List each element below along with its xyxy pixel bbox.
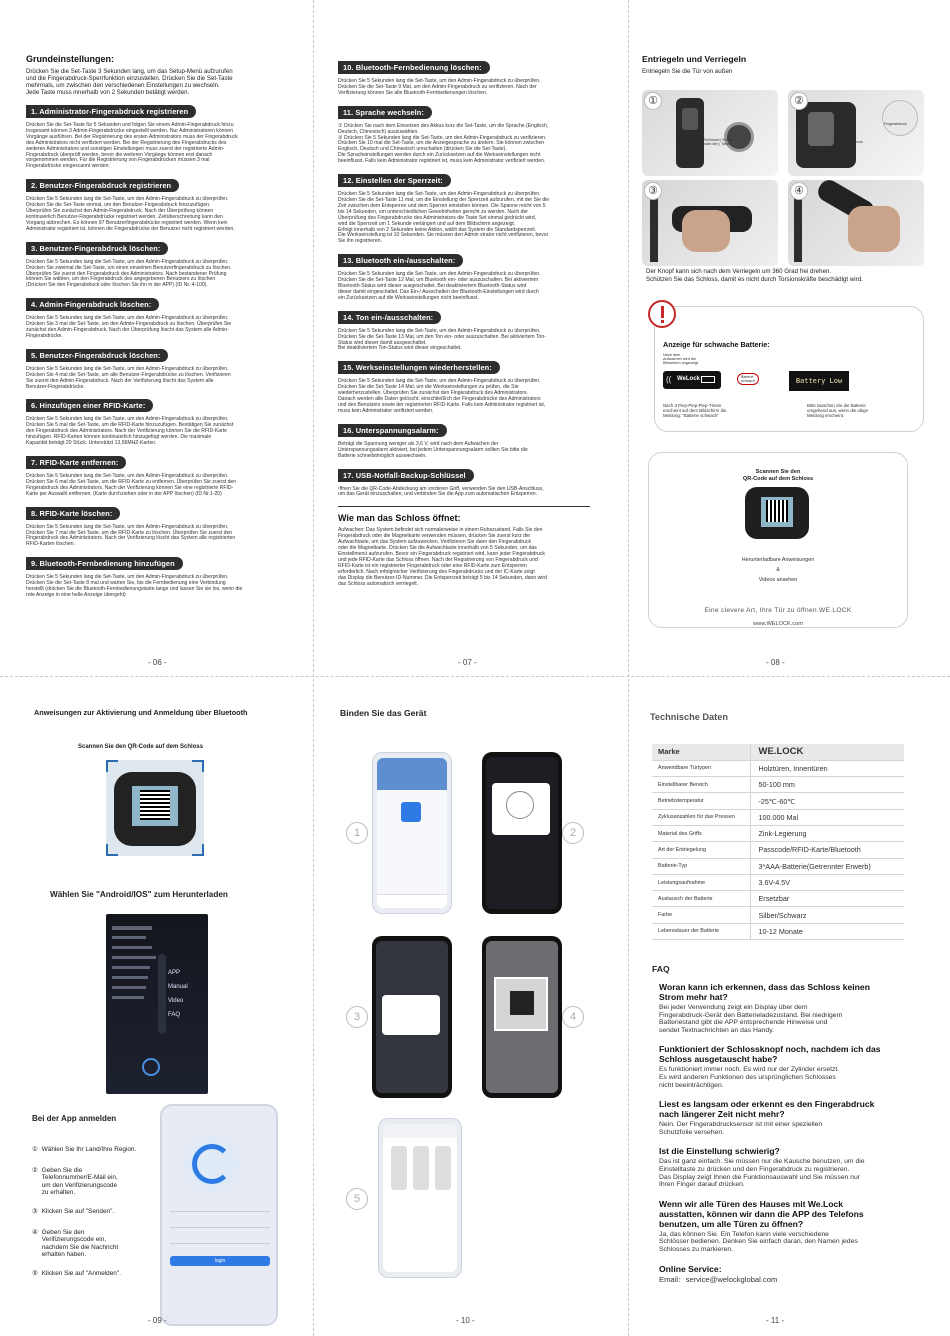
- step-4: ④: [790, 182, 808, 200]
- section: [338, 415, 598, 460]
- section-text: Drücken Sie 5 Sekunden lang die Set-Taste, um den Admin-Fingerabdruck zu überprüfen. Drücken Sie die Set-Taste 12 Mal, um Bluetooth ein- oder auszuschalten. Bei aktiviertem Bluetooth-Status wird dieser ausgeschaltet. Bei deaktiviertem Bluetooth-Status wird dieser damit eingeschaltet. Das Ein-/ Ausschalten der Bluetooth-Einstellungen wird durch ein Zurücksetzen auf die Werkseinstellungen nicht beeinflusst.: [338, 271, 541, 301]
- section-text: Drücken Sie 5 Sekunden lang die Set-Taste, um den Admin-Fingerabdruck zu überprüfen. Drücken Sie die Set-Taste 13 Mal, um den Ton ein- oder auszuschalten. Bei aktiviertem Ton- Status wird dieser damit ausgeschaltet. Bei deaktiviertem Ton-Status wird dieser eingeschaltet.: [338, 327, 546, 352]
- faq-question: ● Woran kann ich erkennen, dass das Schloss keinen Strom mehr hat?: [650, 982, 934, 1002]
- step-1: ①: [644, 92, 662, 110]
- section: [26, 447, 304, 498]
- spec-row: [652, 858, 904, 874]
- bind-phone-1: [372, 752, 452, 914]
- spec-label: Lebensdauer der Batterie: [652, 923, 750, 939]
- page-07-sections: [338, 52, 598, 498]
- bind-step-3: 3: [346, 1006, 368, 1028]
- section-text: Drücken Sie 5 Sekunden lang die Set-Taste, um den Admin-Fingerabdruck zu überprüfen. Drücken Sie 6 mal die Set-Taste, um die RFID-Karte zu entfernen. Überprüfen Sie zuerst den Fingerabdruck des Administrators. Nach der Verifizierung können Sie eine registrierte RFID- Karte per Auswahl entfernen. (Karte durchziehen oder in der APP löschen) (ID Nr.1-20): [26, 473, 237, 497]
- spec-label: Einstellbarer Bereich: [652, 777, 750, 793]
- section-heading: 3. Benutzer-Fingerabdruck löschen:: [26, 242, 168, 255]
- section-heading: 2. Benutzer-Fingerabdruck registrieren: [26, 179, 179, 192]
- section: [26, 548, 304, 599]
- section-heading: 4. Admin-Fingerabdruck löschen:: [26, 298, 159, 311]
- step-text: Geben Sie den Verifizierungscode ein, nachdem Sie die Nachricht erhalten haben.: [41, 1229, 119, 1258]
- spec-label: Art der Entriegelung: [652, 842, 750, 858]
- section-text: Drücken Sie 5 Sekunden lang die Set-Taste, um den Admin-Fingerabdruck zu überprüfen. Drücken Sie zweimal die Set-Taste, um einen einzelnen Benutzerfingerabdruck zu löschen. Überprüfen Sie zuerst den Fingerabdruck des Administrators. Nach bestandener Prüfung können Sie wählen, um den Fingerabdruck des angegebenen Benutzers zu löschen (Drücken Sie den Fingerabdruck oder löschen Sie ihn in der APP) (ID Nr. 4-100).: [26, 258, 232, 289]
- spec-table: [652, 744, 904, 940]
- section-heading: 14. Ton ein-/ausschalten:: [338, 311, 441, 324]
- spec-value: -25℃-60℃: [750, 793, 904, 809]
- section-text: Drücken Sie 5 Sekunden lang die Set-Taste, um den Admin-Fingerabdruck zu überprüfen. Drücken Sie 4 mal die Set-Taste, um alle Benutzer-Fingerabdrücke zu löschen. Verifizieren Sie zuerst den Admin-Fingerabdruck. Nach der Verifizierung löscht das System alle Benutzer-Fingerabdrücke.: [26, 365, 231, 390]
- spec-label: Material des Griffs: [652, 825, 750, 841]
- spec-row: [652, 760, 904, 776]
- faq-item: [650, 982, 934, 1034]
- qr-code-icon: [766, 500, 788, 522]
- step-number: ③: [32, 1208, 38, 1216]
- step-number: ⑤: [32, 1270, 38, 1278]
- spec-row: [652, 744, 904, 760]
- faq-question: ● Funktioniert der Schlossknopf noch, nachdem ich das Schloss ausgetauscht habe?: [650, 1044, 934, 1064]
- section: [338, 97, 598, 165]
- section-heading: 15. Werkseinstellungen wiederherstellen:: [338, 361, 500, 374]
- faq-item: [650, 1146, 934, 1188]
- bind-step-2: 2: [562, 822, 584, 844]
- section-heading: 8. RFID-Karte löschen:: [26, 507, 120, 520]
- step-number: ④: [32, 1229, 38, 1237]
- page-07: [338, 52, 598, 652]
- welock-logo-icon: [142, 1058, 160, 1076]
- qr-code-icon: [140, 790, 170, 820]
- spec-value: Passcode/RFID-Karte/Bluetooth: [750, 842, 904, 858]
- page-06-sections: [26, 96, 304, 599]
- section-heading: 6. Hinzufügen einer RFID-Karte:: [26, 399, 153, 412]
- qr-scan-image: [106, 760, 204, 856]
- spec-value: 10-12 Monate: [750, 923, 904, 939]
- wifi-icon: ((: [666, 375, 672, 384]
- section-text: Beträgt die Spannung weniger als 3,6 V, wird nach dem Aufwachen der Unterspannungsalarm aktiviert, bei jedem Unterspannungsalarm sollten Sie bitte die Batterie schnellstmöglich auswechseln.: [338, 440, 528, 459]
- menu-app[interactable]: APP: [168, 970, 181, 976]
- login-step: [32, 1167, 158, 1196]
- faq-answer: Bei jeder Verwendung zeigt ein Display über dem Fingerabdruck-Gerät den Batterieladezustand. Bei niedrigem Batteriestand gibt die APP entsprechende Hinweise und sendet Textnachrichten an das Handy.: [659, 1004, 843, 1034]
- faq-item: [650, 1044, 934, 1089]
- step-3: ③: [644, 182, 662, 200]
- page-09: [26, 708, 308, 1328]
- bind-phone-3: [372, 936, 452, 1098]
- bind-title: Binden Sie das Gerät: [340, 708, 427, 718]
- section: [26, 170, 304, 232]
- open-lock-text: Aufwachen: Das System befindet sich normalerweise in einem Ruhezustand. Falls Sie den Fingerabdruck oder die Magnetkarte verwenden müssen, drücken Sie zuerst kurz die Aufwachtaste, um das System aufzuwecken. Verifizieren Sie dann den Fingerabdruck oder die Magnetkarte. Drücken Sie die Aufwachtaste innerhalb von 5 Sekunden, um das Einstellmenü aufzurufen. Bevor ein Fingerabdruck registriert wird, kann jeder Fingerabdruck und jede RFID-Karte das Schloss öffnen. Nach der Registrierung von Fingerabdruck und RFID-Karte ist ein registrierter Fingerabdruck oder eine RFID-Karte zum Entsperren erforderlich. Nach erfolgreicher Verifizierung des Fingerabdrucks und der IC-Karte zeigt das Display die Benutzer-ID-Nummer. Die Entsperrzeit beträgt 5 bis 14 Sekunden, dann wird das Schloss automatisch verriegelt.: [338, 527, 547, 587]
- section-text: Drücken Sie 5 Sekunden lang die Set-Taste, um den Admin-Fingerabdruck zu überprüfen. Drücken Sie die Set-Taste 8 mal und warten Sie, bis die Fernbedienung eine Verbindung herstellt (drücken Sie die Bluetooth-Fernbedienungstaste lange und lassen Sie sie los, wenn die rote Anzeige in eine helle Anzeige übergeht): [26, 574, 243, 598]
- page-10: [340, 708, 610, 1320]
- section-text: Drücken Sie 5 Sekunden lang die Set-Taste, um den Admin-Fingerabdruck zu überprüfen. Drücken Sie die Set-Taste einmal, um den Benutzer-Fingerabdruck hinzuzufügen. Überprüfen Sie zunächst den Admin-Fingerabdruck. Nach der Überprüfung können kontinuierlich Benutzer-Fingerabdrücke registriert werden. Zeitüberschreitung kann den Vorgang abbrechen. Es können 97 Benutzerfingerabdrücke registriert werden. Wenn kein Administrator registriert ist, können die Fingerabdrücke der Benutzer nicht registriert werden.: [26, 196, 235, 232]
- spec-value: Zink-Legierung: [750, 825, 904, 841]
- faq-answer: Das ist ganz einfach. Sie müssen nur die Kausche benutzen, um die Einstelltaste zu drücken und den Fingerabdruck zu registrieren. Das Display zeigt Ihnen die Funktionsauswahl und Sie müssen nur Ihren Finger darauf drücken.: [659, 1158, 865, 1189]
- page-11: [650, 712, 934, 1318]
- section-text: ¹ffnen Sie die QR-Code-Abdeckung am vorderen Griff, verwenden Sie den USB-Anschluss, um das Gerät einzuschalten, und verbinden Sie die App zum automatischen Entsperren.: [338, 485, 544, 498]
- section-heading: 17. USB-Notfall-Backup-Schlüssel: [338, 469, 474, 482]
- spec-label: Zyklusanzahlen für das Pressen: [652, 809, 750, 825]
- app-download-screen: [106, 914, 208, 1094]
- menu-faq[interactable]: FAQ: [168, 1012, 181, 1018]
- unlock-title: Entriegeln und Verriegeln: [642, 54, 747, 64]
- login-steps: [32, 1146, 158, 1291]
- step-2: ②: [790, 92, 808, 110]
- page-number-11: - 11 -: [766, 1316, 785, 1325]
- spec-row: [652, 825, 904, 841]
- section-text: Drücken Sie 5 Sekunden lang die Set-Taste, um den Admin-Fingerabdruck zu überprüfen. Drücken Sie 3 mal die Set-Taste, um den Admin-Fingerabdruck zu löschen. Überprüfen Sie zunächst den Admin-Fingerabdruck. Nach der Überprüfung löscht das System alle Admin- Fingerabdrücke.: [26, 315, 232, 339]
- spec-row: [652, 923, 904, 939]
- step-number: ①: [32, 1146, 38, 1153]
- section-text: ① Drücken Sie nach dem Einsetzen des Akkus kurz die Set-Taste, um die Sprache (Englisch, Deutsch, Chinesisch) auszuwählen. ② Drücken Sie 5 Sekunden lang die Set-Taste, um den Admin-Fingerabdruck zu verifizieren. Drücken Sie 10 mal die Set-Taste, um die Anzeigesprache zu ändern. Sie können zwischen Englisch, Deutsch und Chinesisch umschalten (drücken Sie die Set-Taste). Die Spracheinstellungen werden durch ein Zurücksetzen auf die Werkseinstellungen nicht beeinflusst. Falls kein Administrator registriert ist, muss kein Administrator verifiziert werden.: [338, 122, 549, 165]
- section: [26, 233, 304, 290]
- section-text: Drücken Sie 5 Sekunden lang die Set-Taste, um den Admin-Fingerabdruck zu überprüfen. Drücken Sie die Set-Taste 9 Mal, um den Admin-Fingerabdruck zu verifizieren. Nach der Verifizierung können Sie alle Bluetooth-Fernbedienungen löschen.: [338, 78, 541, 96]
- lock-photo-3: [642, 180, 778, 266]
- open-lock-title: Wie man das Schloss öffnet:: [338, 513, 461, 524]
- page-number-09: - 09 -: [148, 1316, 167, 1325]
- spec-value: 100.000 Mal: [750, 809, 904, 825]
- bind-phone-5: [378, 1118, 462, 1278]
- step-text: Geben Sie die Telefonnummer/E-Mail ein, um den Verifizierungscode zu erhalten.: [41, 1167, 118, 1196]
- bind-step-4: 4: [562, 1006, 584, 1028]
- spec-row: [652, 891, 904, 907]
- spec-label: Austausch der Batterie: [652, 891, 750, 907]
- section: [338, 165, 598, 245]
- section-text: Drücken Sie 5 Sekunden lang die Set-Taste, um den Admin-Fingerabdruck zu überprüfen. Drücken Sie die Set-Taste 11 mal, um die Einstellung der Sperrzeit aufzurufen, mit der Sie die Zeit zwischen dem Entsperren und dem Sperren einstellen können. Die Spanne reicht von 5 bis 14 Sekunden, um unterschiedlichen Gewohnheiten gerecht zu werden. Nach der Überprüfung des Fingerabdrucks des Administrators die Taste Set einmal gedrückt wird, wird die Sperrzeit um 1 Sekunde verlängert und auf dem Bildschirm angezeigt. Erfolgt innerhalb von 2 Sekunden keine Aktion, wählt das System die Standardsperrzeit. Die Werkseinstellung ist 10 Sekunden. Sie müssen den Admin strator nicht verifizieren, bevor Sie ihn registrieren.: [338, 191, 550, 245]
- faq-item: [650, 1099, 934, 1136]
- section-heading: 9. Bluetooth-Fernbedienung hinzufügen: [26, 557, 183, 570]
- step-text: Klicken Sie auf "Senden".: [41, 1208, 115, 1216]
- battery-low-display: Battery Low: [789, 371, 849, 391]
- spec-row: [652, 793, 904, 809]
- section-text: Drücken Sie 5 Sekunden lang die Set-Taste, um den Admin-Fingerabdruck zu überprüfen. Drücken Sie die Set-Taste 14 Mal, um die Werkseinstellungen zu prüfen, die Sie wiederherzustellen. Überprüfen Sie zunächst den Fingerabdruck des Administrators. Danach werden alle Daten gelöscht, einschließlich der Fingerabdrücke des Administrators und des Benutzers sowie der registrierten RFID-Karte. Falls kein Administrator registriert ist, muss kein Administrator verifiziert werden.: [338, 378, 546, 414]
- battery-icon: [701, 376, 715, 383]
- page-number-10: - 10 -: [456, 1316, 475, 1325]
- step-number: ②: [32, 1167, 38, 1175]
- spec-row: [652, 777, 904, 793]
- faq-answer: Es funktioniert immer noch. Es wird nur der Zylinder ersetzt. Es wird anderen Funktionen des ursprünglichen Schlosses nicht beeinträchtigen.: [659, 1066, 840, 1089]
- knob-note: Der Knopf kann sich nach dem Verriegeln um 360 Grad frei drehen. Schützen Sie das Schloss, damit es nicht durch Torsionskräfte beschädigt wird.: [646, 268, 863, 283]
- section-text: Drücken Sie die Set-Taste für 5 Sekunden und folgen Sie einem Admin-Fingerabdruck hinzu Insgesamt können 3 Admin-Fingerabdrücke eingestellt werden. Nur Administratoren können Vorgänge ausführen. Bei der Registrierung des ersten Administrators muss der Fingerabdruck des Administrators nicht verifiziert werden. Bei der Registrierung des Fingerabdrucks des weiteren Administrators und sonstigen Einstellungen muss zuerst der registrierte Admin- Fingerabdruck überprüft werden, bevor die weiteren Vorgänge können erst danach vorgenommen werden. Für die Registrierung von Fingerabdrücken müssen 3 mal Fingerabdrücke eingescannt werden.: [26, 122, 238, 170]
- bind-phone-2: [482, 752, 562, 914]
- spec-row: [652, 809, 904, 825]
- fold-line-2: [628, 0, 629, 1336]
- section: [26, 498, 304, 549]
- lock-photo-2: Fingerabdruck Sensor Fingerabdruck: [788, 90, 924, 176]
- faq-answer[interactable]: Email：service@welockglobal.com: [659, 1274, 778, 1284]
- login-title: Bei der App anmelden: [32, 1114, 117, 1123]
- spec-value: Ersetzbar: [750, 891, 904, 907]
- lock-photo-1: Schlüssel | Wiede- sicht den | Taste: [642, 90, 778, 176]
- section-heading: 10. Bluetooth-Fernbedienung löschen:: [338, 61, 490, 74]
- unlock-subtitle: Entriegeln Sie die Tür von außen: [642, 68, 733, 75]
- bind-phone-4: [482, 936, 562, 1098]
- bluetooth-title: Anweisungen zur Aktivierung und Anmeldung über Bluetooth: [34, 708, 248, 717]
- welock-logo-icon: [192, 1144, 232, 1184]
- spec-row: [652, 874, 904, 890]
- download-label: Wählen Sie "Android/IOS" zum Herunterladen: [50, 890, 228, 899]
- section-text: Drücken Sie 5 Sekunden lang die Set-Taste, um den Admin-Fingerabdruck zu überprüfen. Drücken Sie 7 mal die Set-Taste, um die RFID-Karte zu löschen. Überprüfen Sie zuerst den Fingerabdruck des Administrators. Nach der Verifizierung löscht das System alle registrierten RFID-Karten löschen.: [26, 523, 236, 548]
- lock-photo-4: [788, 180, 924, 266]
- login-phone: [160, 1104, 278, 1326]
- spec-value: WE.LOCK: [750, 744, 904, 760]
- spec-label: Anwendbare Türtypen: [652, 760, 750, 776]
- page-06-title: Grundeinstellungen:: [26, 54, 115, 64]
- page-08: [642, 54, 932, 668]
- section-text: Drücken Sie 5 Sekunden lang die Set-Taste, um den Admin-Fingerabdruck zu überprüfen. Drücken Sie 5 mal die Set-Taste, um die RFID-Karte hinzuzufügen. Bestätigen Sie zunächst den Fingerabdruck des Administrators. Nach der Verifizierung können Sie die RFID-Karte hinzufügen. RFID-Karten können kontinuierlich hinzugefügt werden. Die maximale Kapazität beträgt 20 Stück. Unterstützt 13,56MHZ-Karten.: [26, 416, 234, 447]
- page-number-08: - 08 -: [766, 658, 785, 667]
- scan-label: Scannen Sie den QR-Code auf dem Schloss: [78, 744, 204, 750]
- login-step: [32, 1146, 158, 1153]
- faq-question: ● Ist die Einstellung schwierig?: [650, 1146, 934, 1156]
- spec-row: [652, 842, 904, 858]
- faq-title: FAQ: [652, 964, 670, 974]
- qr-box: Scannen Sie den QR-Code auf dem Schloss Herunterladbare Anweisungen & Videos ansehen Eine clevere Art, Ihre Tür zu öffnen.WE.LOCK www.WELOCK.com: [648, 452, 908, 628]
- spec-value: 3.6V-4.5V: [750, 874, 904, 890]
- divider: [338, 506, 590, 507]
- section: [338, 302, 598, 353]
- section-heading: 7. RFID-Karte entfernen:: [26, 456, 126, 469]
- spec-label: Marke: [652, 744, 750, 760]
- page-06-intro: Drücken Sie die Set-Taste 3 Sekunden lang, um das Setup-Menü aufzurufen und die Fingerabdruck-Sperrfunktion einzustellen. Drücken Sie die Set-Taste mehrmals, um zwischen den verschiedenen Einstellungen zu wechseln. Jede Taste muss innerhalb von 2 Sekunden betätigt werden.: [26, 68, 233, 96]
- spec-label: Batterie-Typ: [652, 858, 750, 874]
- spec-value: 3*AAA-Batterie(Getrennter Erwerb): [750, 858, 904, 874]
- section-heading: 5. Benutzer-Fingerabdruck löschen:: [26, 349, 168, 362]
- section: [338, 245, 598, 302]
- login-step: [32, 1229, 158, 1258]
- spec-value: 50-100 mm: [750, 777, 904, 793]
- page-number-06: - 06 -: [148, 658, 167, 667]
- section-heading: 1. Administrator-Fingerabdruck registrieren: [26, 105, 196, 118]
- login-step: [32, 1270, 158, 1277]
- faq-item: [650, 1264, 934, 1284]
- login-button[interactable]: login: [170, 1256, 270, 1266]
- faq-item: [650, 1199, 934, 1254]
- section: [338, 52, 598, 97]
- spec-value: Holztüren, Innentüren: [750, 760, 904, 776]
- step-text: Klicken Sie auf "Anmelden".: [41, 1270, 121, 1278]
- section: [26, 96, 304, 170]
- qr-lock-image: [745, 487, 809, 539]
- spec-row: [652, 907, 904, 923]
- menu-video[interactable]: Video: [168, 998, 184, 1004]
- login-step: [32, 1208, 158, 1215]
- section: [26, 289, 304, 340]
- faq-answer: Nein. Der Fingerabdrucksensor ist mit einer speziellen Schutzfolie versehen.: [659, 1121, 823, 1136]
- page-06: [26, 54, 304, 664]
- page-number-07: - 07 -: [458, 658, 477, 667]
- fold-line-1: [313, 0, 314, 1336]
- spec-label: Leistungsaufnahme: [652, 874, 750, 890]
- section: [26, 390, 304, 447]
- bind-step-5: 5: [346, 1188, 368, 1210]
- spec-value: Silber/Schwarz: [750, 907, 904, 923]
- lock-screen: (( WeLock: [663, 371, 721, 389]
- menu-manual[interactable]: Manual: [168, 984, 188, 990]
- section-heading: 16. Unterspannungsalarm:: [338, 424, 447, 437]
- section: [26, 340, 304, 391]
- tech-title: Technische Daten: [650, 712, 728, 722]
- bind-step-1: 1: [346, 822, 368, 844]
- fold-line-h: [0, 676, 950, 677]
- faq-list: [650, 982, 934, 1283]
- battery-title: Anzeige für schwache Batterie:: [663, 340, 770, 349]
- faq-question: ● Online Service:: [650, 1264, 934, 1274]
- faq-answer: Ja, das können Sie. Ein Telefon kann viele verschiedene Schlösser bedienen. Denken Sie einfach daran, den Namen jedes Schlosses zu markieren.: [659, 1230, 858, 1253]
- section-heading: 11. Sprache wechseln:: [338, 106, 432, 119]
- section-heading: 12. Einstellen der Sperrzeit:: [338, 174, 451, 187]
- faq-question: ● Liest es langsam oder erkennt es den Fingerabdruck nach längerer Zeit nicht mehr?: [650, 1099, 934, 1119]
- section: [338, 460, 598, 499]
- section-heading: 13. Bluetooth ein-/ausschalten:: [338, 254, 463, 267]
- section: [338, 352, 598, 414]
- faq-question: ● Wenn wir alle Türen des Hauses mit We.Lock ausstatten, können wir dann die APP des Telefons benutzen, um alle Türen zu öffnen?: [650, 1199, 934, 1229]
- battery-box: Anzeige für schwache Batterie: Nach dem Aufwachen wird der Bildschirm angezeigt (( WeLock Batterie schwach Battery Low Nach 3 Piep-Piep-Piep-Tönen erscheint auf dem Bildschirm die Meldung: "Batterie schwach" Bitte tauschen Sie die Batterie umgehend aus, wenn die obige Meldung erscheint.: [654, 306, 924, 432]
- warning-icon: [648, 300, 676, 328]
- spec-label: Farbe: [652, 907, 750, 923]
- spec-label: Betriebstemperatur: [652, 793, 750, 809]
- step-text: Wählen Sie Ihr Land/Ihre Region.: [41, 1146, 137, 1153]
